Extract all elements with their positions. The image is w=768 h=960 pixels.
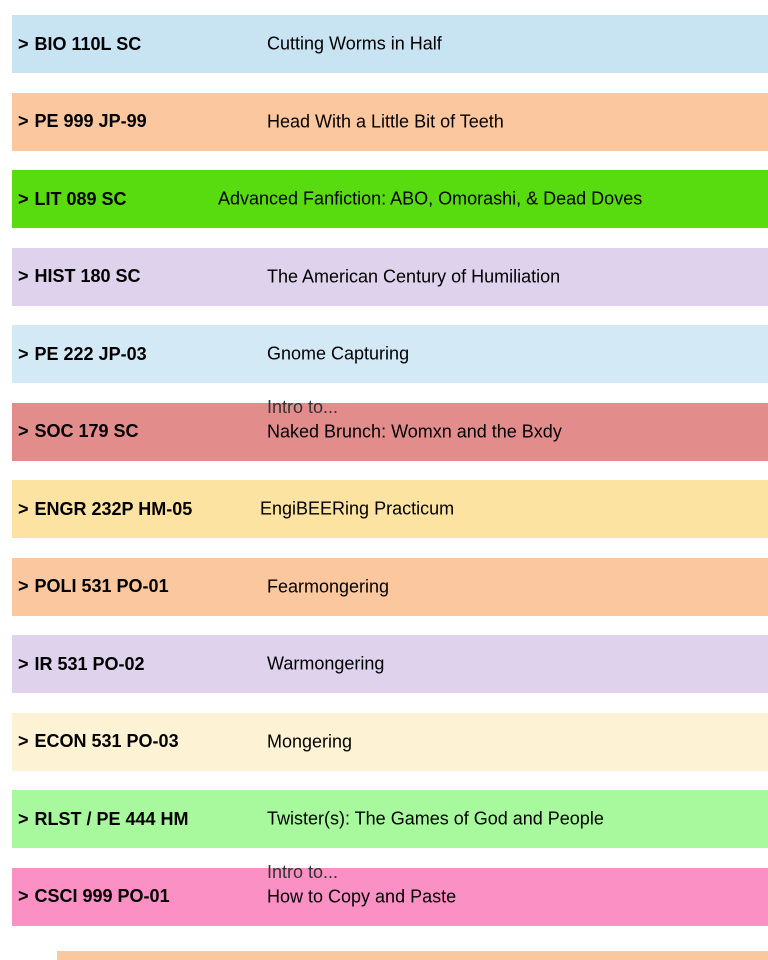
course-code: > BIO 110L SC — [18, 33, 142, 54]
course-row[interactable] — [12, 93, 768, 151]
course-title: Head With a Little Bit of Teeth — [267, 111, 504, 131]
course-title: Advanced Fanfiction: ABO, Omorashi, & Dead Doves — [218, 188, 643, 209]
course-code: > PE 222 JP-03 — [18, 343, 147, 364]
expand-chevron-icon[interactable]: > — [18, 266, 29, 286]
course-row[interactable] — [12, 861, 768, 926]
course-code: > IR 531 PO-02 — [18, 653, 145, 674]
course-row[interactable] — [12, 790, 768, 848]
course-row[interactable] — [12, 15, 768, 73]
expand-chevron-icon[interactable]: > — [18, 808, 29, 829]
course-code: > RLST / PE 444 HM — [18, 808, 189, 829]
expand-chevron-icon[interactable]: > — [18, 886, 29, 906]
course-row[interactable] — [12, 635, 768, 693]
course-title: Warmongering — [267, 653, 385, 674]
clipped-intro-text: Intro to... — [267, 861, 339, 882]
course-title: How to Copy and Paste — [267, 886, 457, 906]
course-title: The American Century of Humiliation — [267, 266, 561, 286]
course-title: Mongering — [267, 731, 353, 751]
course-code: > POLI 531 PO-01 — [18, 576, 169, 596]
expand-chevron-icon[interactable]: > — [18, 653, 29, 674]
course-title: Naked Brunch: Womxn and the Bxdy — [267, 421, 562, 441]
course-code: > HIST 180 SC — [18, 266, 141, 286]
expand-chevron-icon[interactable]: > — [18, 111, 29, 131]
course-row[interactable] — [12, 396, 768, 461]
course-code: > SOC 179 SC — [18, 421, 139, 441]
course-row[interactable] — [12, 325, 768, 383]
course-title: Fearmongering — [267, 576, 390, 596]
clipped-intro-text: Intro to... — [267, 396, 339, 417]
course-row[interactable] — [12, 558, 768, 616]
course-code: > PE 999 JP-99 — [18, 111, 147, 131]
course-row[interactable] — [12, 480, 768, 538]
expand-chevron-icon[interactable]: > — [18, 188, 29, 209]
expand-chevron-icon[interactable]: > — [18, 33, 29, 54]
course-row[interactable] — [12, 248, 768, 306]
course-title: Cutting Worms in Half — [267, 33, 442, 54]
partial-next-course-row[interactable] — [57, 951, 768, 960]
course-title: Gnome Capturing — [267, 343, 410, 364]
course-code: > ENGR 232P HM-05 — [18, 498, 193, 519]
course-title: EngiBEERing Practicum — [260, 498, 455, 519]
course-row[interactable] — [12, 713, 768, 771]
course-code: > LIT 089 SC — [18, 188, 127, 209]
expand-chevron-icon[interactable]: > — [18, 343, 29, 364]
course-title: Twister(s): The Games of God and People — [267, 808, 604, 829]
expand-chevron-icon[interactable]: > — [18, 421, 29, 441]
course-row[interactable] — [12, 170, 768, 228]
expand-chevron-icon[interactable]: > — [18, 731, 29, 751]
course-code: > ECON 531 PO-03 — [18, 731, 179, 751]
course-code: > CSCI 999 PO-01 — [18, 886, 170, 906]
expand-chevron-icon[interactable]: > — [18, 498, 29, 519]
expand-chevron-icon[interactable]: > — [18, 576, 29, 596]
